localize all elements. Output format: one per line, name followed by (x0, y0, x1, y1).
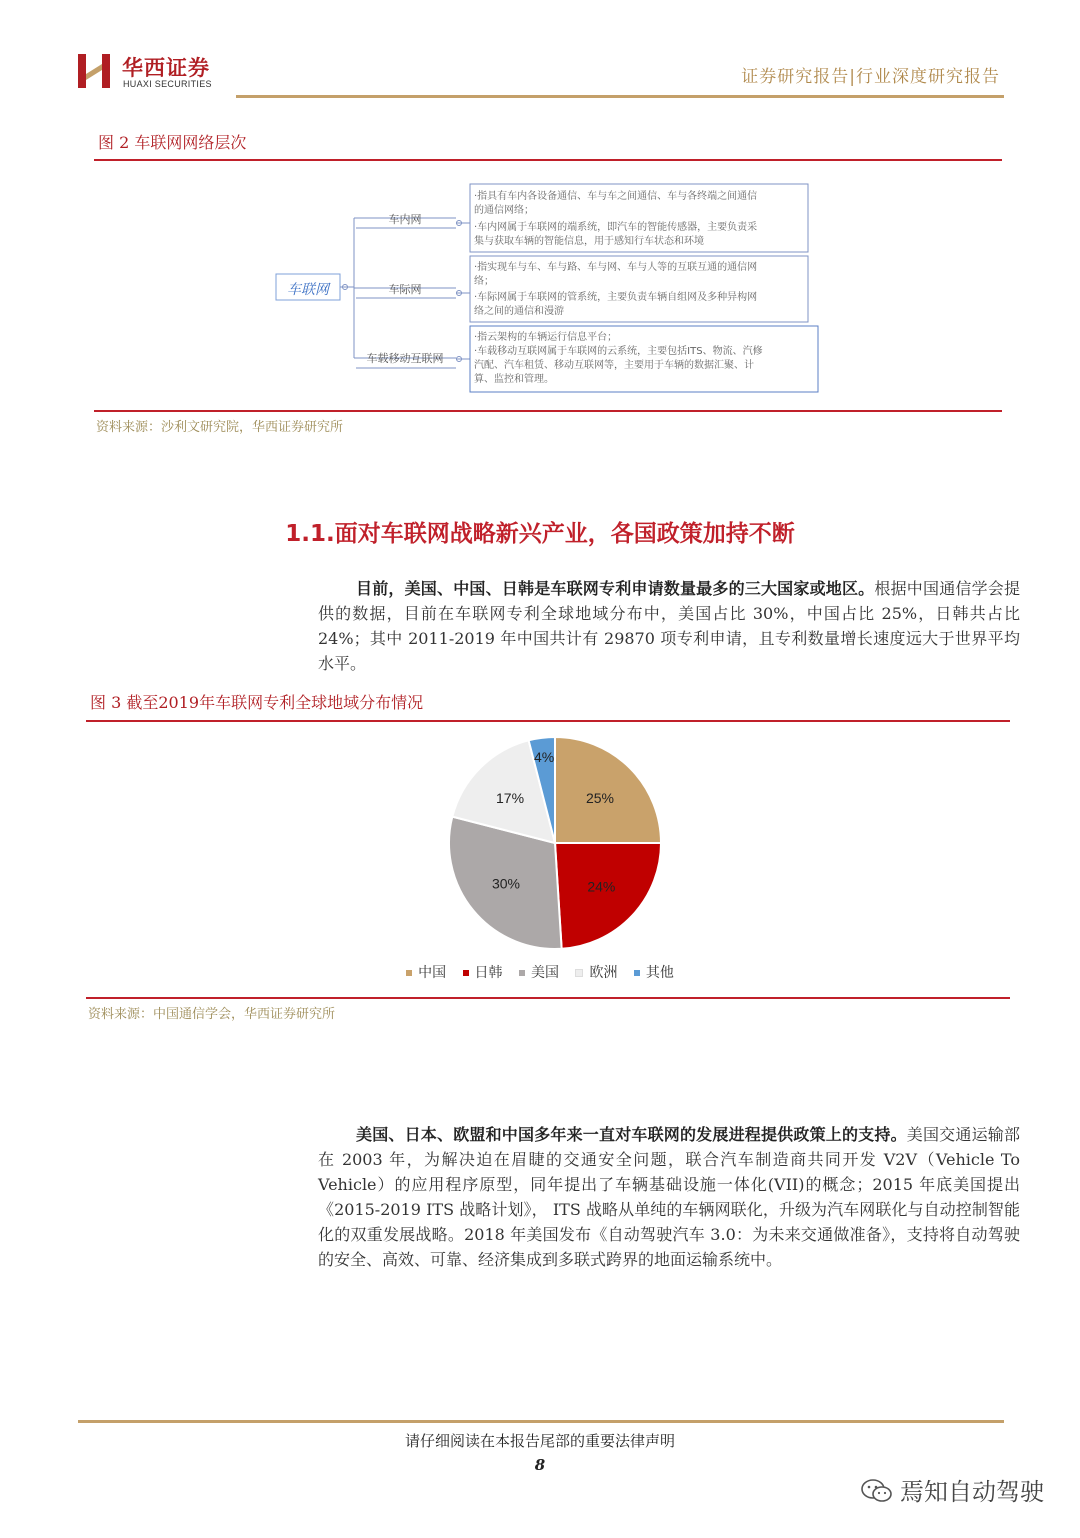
pie-data-label: 24% (587, 878, 616, 895)
legend-item (406, 965, 446, 981)
legend-label: 中国 (418, 965, 447, 981)
pie-data-label: 4% (533, 748, 555, 765)
diagram-root-label: 车联网 (287, 282, 329, 298)
diagram-desc-line: ·指具有车内各设备通信、车与车之间通信、车与各终端之间通信 (474, 191, 758, 202)
legend-item (575, 965, 617, 981)
legend-item (463, 965, 503, 981)
paragraph-body: 美国交通运输部在 2003 年，为解决迫在眉睫的交通安全问题，联合汽车制造商共同开发 V2V（Vehicle To Vehicle）的应用程序原型，同年提出了车辆基础设施一体化(VII)的概念；2015 年底美国提出《2015-2019 ITS 战略计划》， ITS 战略从单纯的车辆网联化，升级为汽车网联化与自动控制智能化的双重发展战略。2018 年美国发布《自动驾驶汽车 3.0：为未来交通做准备》，支持将自动驾驶的安全、高效、可靠、经济集成到多联式跨界的地面运输系统中。 (318, 1125, 1020, 1269)
watermark-text: 焉知自动驾驶 (900, 1478, 1044, 1506)
legend-label: 美国 (531, 965, 559, 981)
huaxi-logo-icon (78, 52, 112, 90)
legend-swatch (519, 970, 525, 976)
legend-swatch (634, 970, 640, 976)
figure3-caption: 图 3 截至2019年车联网专利全球地域分布情况 (90, 693, 424, 712)
diagram-desc-line: ·指实现车与车、车与路、车与网、车与人等的互联互通的通信网 (474, 262, 758, 273)
report-type: 证券研究报告|行业深度研究报告 (741, 67, 1000, 87)
diagram-desc-line: 集与获取车辆的智能信息，用于感知行车状态和环境 (474, 236, 704, 247)
figure2-source: 资料来源：沙利文研究院，华西证券研究所 (96, 420, 344, 435)
section-heading: 1.1.面对车联网战略新兴产业，各国政策加持不断 (285, 521, 795, 547)
diagram-node-label: 车际网 (388, 283, 422, 296)
diagram-desc-line: ·指云架构的车辆运行信息平台； (474, 332, 618, 343)
paragraph-lead: 目前，美国、中国、日韩是车联网专利申请数量最多的三大国家或地区。 (356, 579, 875, 598)
legend-swatch (463, 970, 469, 976)
diagram-desc-line: 络之间的通信和漫游 (474, 306, 564, 317)
diagram-node-label: 车内网 (388, 213, 422, 226)
pie-slice-日韩 (555, 843, 661, 949)
figure2-caption: 图 2 车联网网络层次 (98, 133, 247, 152)
figure3-bottom-rule (86, 997, 1010, 999)
paragraph-patents (318, 576, 1020, 676)
figure3-source: 资料来源：中国通信学会，华西证券研究所 (88, 1007, 336, 1022)
diagram-node-label: 车载移动互联网 (366, 352, 444, 365)
figure2-bottom-rule (94, 410, 1002, 412)
diagram-desc-line: 汽配、汽车租赁、移动互联网等，主要用于车辆的数据汇聚、计 (474, 360, 754, 371)
footer-divider (78, 1420, 1004, 1423)
diagram-desc-line: 的通信网络； (474, 205, 534, 216)
diagram-desc-line: 算、监控和管理。 (474, 374, 554, 385)
legend-item (519, 965, 559, 981)
wechat-icon (860, 1478, 894, 1504)
legend-item (634, 965, 674, 981)
legend-swatch (575, 969, 583, 977)
diagram-desc-line: 络； (474, 276, 494, 287)
pie-data-label: 25% (585, 790, 614, 807)
diagram-desc-line: ·车内网属于车联网的端系统，即汽车的智能传感器，主要负责采 (474, 222, 758, 233)
legend-label: 欧洲 (589, 965, 618, 981)
brand-name-cn: 华西证券 (122, 56, 210, 80)
legend-label: 日韩 (474, 965, 503, 981)
patent-distribution-pie (440, 730, 680, 960)
legal-notice: 请仔细阅读在本报告尾部的重要法律声明 (404, 1432, 675, 1450)
legend-swatch (406, 970, 412, 976)
brand-name-en: HUAXI SECURITIES (123, 79, 212, 89)
pie-legend (0, 962, 1080, 982)
diagram-desc-line: ·车际网属于车联网的管系统，主要负责车辆自组网及多种异构网 (474, 292, 758, 303)
figure2-top-rule (94, 159, 1002, 161)
paragraph-lead: 美国、日本、欧盟和中国多年来一直对车联网的发展进程提供政策上的支持。 (356, 1125, 907, 1144)
diagram-desc-line: ·车载移动互联网属于车联网的云系统，主要包括ITS、物流、汽修 (474, 346, 763, 357)
page-number: 8 (534, 1456, 546, 1474)
paragraph-body: 根据中国通信学会提供的数据，目前在车联网专利全球地域分布中，美国占比 30%，中国占比 25%，日韩共占比 24%；其中 2011-2019 年中国共计有 29870 项专利申请，且专利数量增长速度远大于世界平均水平。 (318, 579, 1020, 673)
header-divider (236, 95, 1004, 98)
paragraph-policy (318, 1122, 1020, 1272)
watermark (860, 1472, 1044, 1507)
legend-label: 其他 (645, 965, 674, 981)
figure3-top-rule (86, 720, 1010, 722)
iov-network-diagram (270, 178, 830, 398)
pie-data-label: 30% (491, 875, 521, 892)
pie-data-label: 17% (496, 790, 525, 807)
